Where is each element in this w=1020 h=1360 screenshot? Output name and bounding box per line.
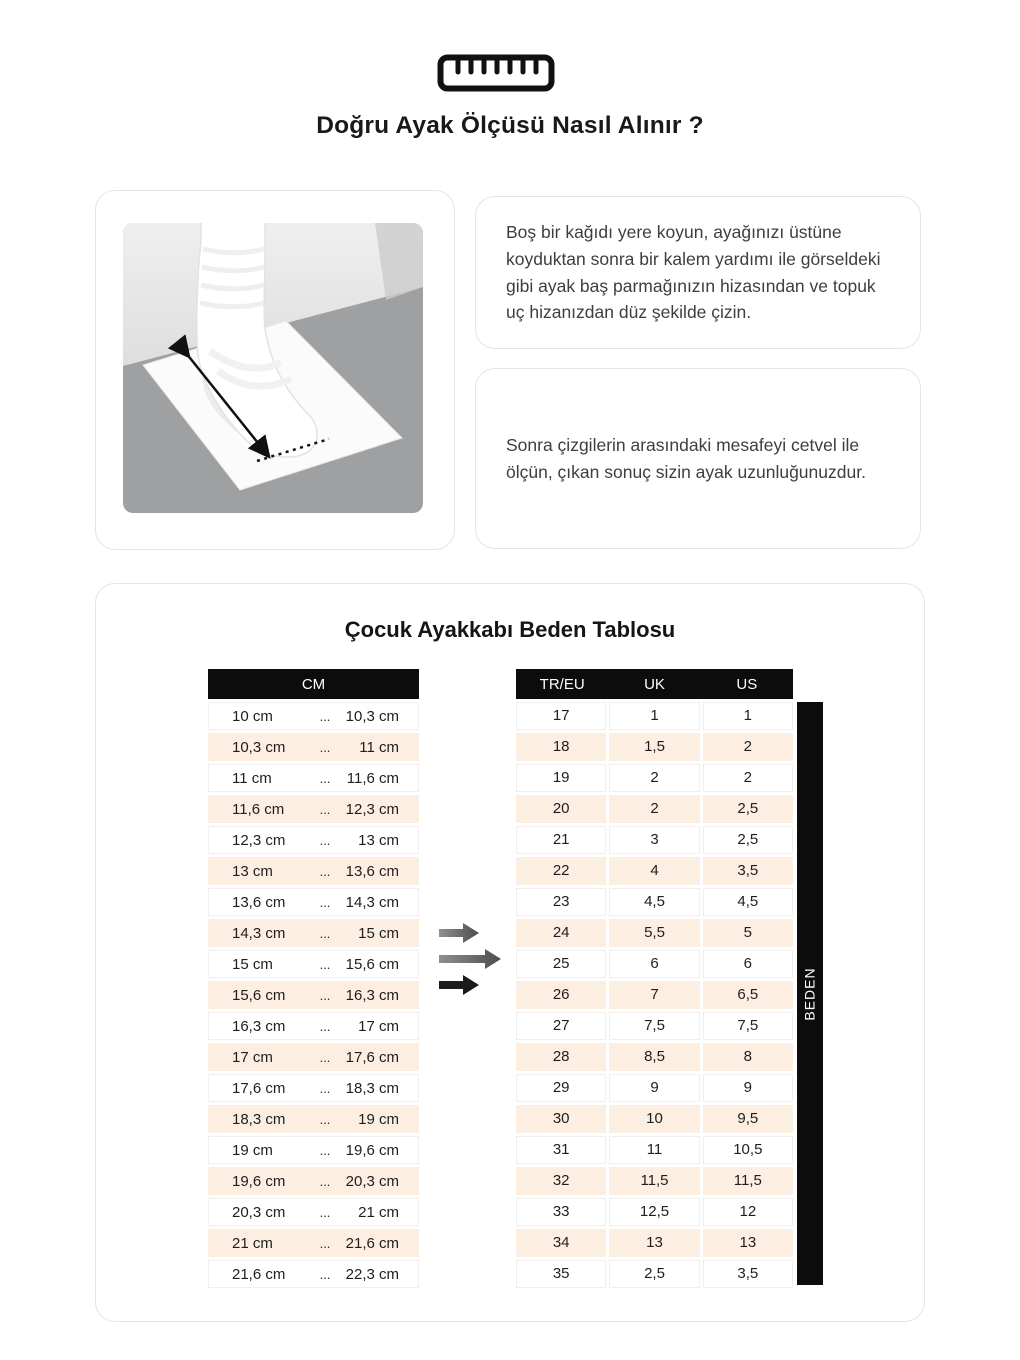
size-row — [516, 950, 793, 978]
size-cell-uk: 7,5 — [609, 1012, 699, 1040]
size-cell-uk: 6 — [609, 950, 699, 978]
cm-from-value: 21 cm — [232, 1234, 273, 1252]
cm-range-row — [208, 950, 419, 978]
range-dots: ... — [319, 1142, 331, 1158]
size-cell-us: 2,5 — [703, 795, 793, 823]
cm-to-value: 17,6 cm — [345, 1048, 399, 1066]
range-dots: ... — [319, 894, 331, 910]
measurement-photo-card — [95, 190, 455, 550]
range-dots: ... — [319, 1111, 331, 1127]
cm-to-value: 21 cm — [358, 1203, 399, 1221]
cm-to-value: 10,3 cm — [345, 707, 399, 725]
cm-to-value: 21,6 cm — [345, 1234, 399, 1252]
size-cell-uk: 2 — [609, 764, 699, 792]
cm-range-row — [208, 1136, 419, 1164]
size-table-header — [516, 669, 793, 699]
size-cell-treu: 23 — [516, 888, 606, 916]
col-header-us: US — [736, 675, 758, 693]
size-cell-us: 10,5 — [703, 1136, 793, 1164]
beden-sidebar — [797, 702, 823, 1285]
size-cell-treu: 26 — [516, 981, 606, 1009]
cm-range-row — [208, 919, 419, 947]
size-cell-treu: 21 — [516, 826, 606, 854]
cm-range-row — [208, 795, 419, 823]
size-cell-uk: 1 — [609, 702, 699, 730]
col-header-uk: UK — [644, 675, 665, 693]
size-cell-us: 6,5 — [703, 981, 793, 1009]
size-cell-treu: 18 — [516, 733, 606, 761]
cm-from-value: 19 cm — [232, 1141, 273, 1159]
size-cell-treu: 34 — [516, 1229, 606, 1257]
cm-from-value: 18,3 cm — [232, 1110, 286, 1128]
size-cell-uk: 7 — [609, 981, 699, 1009]
size-cell-uk: 11,5 — [609, 1167, 699, 1195]
size-cell-treu: 30 — [516, 1105, 606, 1133]
size-row — [516, 857, 793, 885]
range-dots: ... — [319, 1235, 331, 1251]
cm-from-value: 14,3 cm — [232, 924, 286, 942]
size-cell-us: 2 — [703, 733, 793, 761]
range-dots: ... — [319, 801, 331, 817]
page-title: Doğru Ayak Ölçüsü Nasıl Alınır ? — [316, 112, 704, 139]
cm-from-value: 10 cm — [232, 707, 273, 725]
size-row — [516, 1012, 793, 1040]
cm-from-value: 17 cm — [232, 1048, 273, 1066]
cm-from-value: 20,3 cm — [232, 1203, 286, 1221]
cm-table — [208, 669, 419, 1291]
cm-range-row — [208, 1105, 419, 1133]
size-row — [516, 1136, 793, 1164]
size-cell-uk: 3 — [609, 826, 699, 854]
size-cell-us: 3,5 — [703, 857, 793, 885]
instruction-step-1: Boş bir kağıdı yere koyun, ayağınızı üstüne koyduktan sonra bir kalem yardımı ile görseldeki gibi ayak baş parmağınızın hizasından ve topuk uç hizanızdan düz şekilde çizin. — [506, 222, 881, 323]
cm-range-row — [208, 1260, 419, 1288]
size-cell-treu: 29 — [516, 1074, 606, 1102]
cm-from-value: 15 cm — [232, 955, 273, 973]
range-dots: ... — [319, 770, 331, 786]
cm-from-value: 15,6 cm — [232, 986, 286, 1004]
size-cell-uk: 2,5 — [609, 1260, 699, 1288]
cm-from-value: 11 cm — [232, 769, 272, 787]
cm-to-value: 13 cm — [358, 831, 399, 849]
range-dots: ... — [319, 925, 331, 941]
range-dots: ... — [319, 956, 331, 972]
size-cell-uk: 12,5 — [609, 1198, 699, 1226]
instruction-card-1 — [475, 196, 921, 349]
size-cell-uk: 13 — [609, 1229, 699, 1257]
range-dots: ... — [319, 832, 331, 848]
size-cell-us: 7,5 — [703, 1012, 793, 1040]
size-row — [516, 1198, 793, 1226]
cm-from-value: 17,6 cm — [232, 1079, 286, 1097]
cm-to-value: 19 cm — [358, 1110, 399, 1128]
cm-from-value: 19,6 cm — [232, 1172, 286, 1190]
size-cell-uk: 4 — [609, 857, 699, 885]
size-cell-uk: 9 — [609, 1074, 699, 1102]
size-cell-treu: 19 — [516, 764, 606, 792]
size-cell-us: 11,5 — [703, 1167, 793, 1195]
size-cell-treu: 17 — [516, 702, 606, 730]
size-cell-us: 9,5 — [703, 1105, 793, 1133]
cm-to-value: 22,3 cm — [345, 1265, 399, 1283]
instruction-card-2 — [475, 368, 921, 549]
size-cell-treu: 25 — [516, 950, 606, 978]
size-cell-us: 1 — [703, 702, 793, 730]
cm-range-row — [208, 1043, 419, 1071]
size-row — [516, 981, 793, 1009]
cm-to-value: 17 cm — [358, 1017, 399, 1035]
size-cell-treu: 22 — [516, 857, 606, 885]
size-table-title: Çocuk Ayakkabı Beden Tablosu — [344, 617, 676, 642]
cm-to-value: 16,3 cm — [345, 986, 399, 1004]
range-dots: ... — [319, 708, 331, 724]
transfer-arrows-icon — [437, 923, 513, 995]
range-dots: ... — [319, 1266, 331, 1282]
size-cell-us: 5 — [703, 919, 793, 947]
size-cell-treu: 27 — [516, 1012, 606, 1040]
size-cell-treu: 28 — [516, 1043, 606, 1071]
size-cell-uk: 8,5 — [609, 1043, 699, 1071]
size-cell-treu: 35 — [516, 1260, 606, 1288]
size-row — [516, 826, 793, 854]
range-dots: ... — [319, 987, 331, 1003]
cm-from-value: 21,6 cm — [232, 1265, 286, 1283]
range-dots: ... — [319, 739, 331, 755]
foot-measurement-photo — [123, 223, 423, 513]
size-cell-treu: 31 — [516, 1136, 606, 1164]
cm-range-row — [208, 702, 419, 730]
cm-from-value: 11,6 cm — [232, 800, 285, 818]
cm-table-body — [208, 702, 419, 1288]
range-dots: ... — [319, 1204, 331, 1220]
size-cell-us: 13 — [703, 1229, 793, 1257]
size-cell-uk: 5,5 — [609, 919, 699, 947]
range-dots: ... — [319, 1080, 331, 1096]
size-row — [516, 733, 793, 761]
size-row — [516, 1105, 793, 1133]
cm-to-value: 15 cm — [358, 924, 399, 942]
cm-to-value: 19,6 cm — [345, 1141, 399, 1159]
size-row — [516, 1074, 793, 1102]
range-dots: ... — [319, 1049, 331, 1065]
cm-table-header: CM — [208, 669, 419, 699]
cm-from-value: 13 cm — [232, 862, 273, 880]
cm-to-value: 11,6 cm — [346, 769, 399, 787]
cm-from-value: 16,3 cm — [232, 1017, 286, 1035]
cm-from-value: 10,3 cm — [232, 738, 286, 756]
cm-range-row — [208, 764, 419, 792]
size-conversion-table — [516, 669, 793, 1291]
size-row — [516, 1043, 793, 1071]
size-cell-uk: 4,5 — [609, 888, 699, 916]
cm-to-value: 12,3 cm — [345, 800, 399, 818]
cm-to-value: 14,3 cm — [345, 893, 399, 911]
size-row — [516, 1229, 793, 1257]
cm-to-value: 15,6 cm — [345, 955, 399, 973]
cm-to-value: 11 cm — [359, 738, 399, 756]
size-cell-us: 3,5 — [703, 1260, 793, 1288]
cm-range-row — [208, 981, 419, 1009]
size-row — [516, 1167, 793, 1195]
size-table-card — [95, 583, 925, 1322]
size-row — [516, 764, 793, 792]
size-cell-us: 8 — [703, 1043, 793, 1071]
cm-range-row — [208, 888, 419, 916]
range-dots: ... — [319, 1018, 331, 1034]
size-cell-uk: 11 — [609, 1136, 699, 1164]
ruler-icon — [437, 54, 557, 94]
size-cell-uk: 2 — [609, 795, 699, 823]
size-table-body — [516, 702, 793, 1288]
cm-from-value: 13,6 cm — [232, 893, 286, 911]
size-cell-treu: 32 — [516, 1167, 606, 1195]
cm-range-row — [208, 826, 419, 854]
size-cell-us: 4,5 — [703, 888, 793, 916]
size-cell-treu: 33 — [516, 1198, 606, 1226]
size-cell-uk: 10 — [609, 1105, 699, 1133]
cm-range-row — [208, 1198, 419, 1226]
size-cell-us: 2,5 — [703, 826, 793, 854]
cm-range-row — [208, 733, 419, 761]
range-dots: ... — [319, 863, 331, 879]
cm-to-value: 18,3 cm — [345, 1079, 399, 1097]
cm-range-row — [208, 857, 419, 885]
cm-to-value: 13,6 cm — [345, 862, 399, 880]
col-header-treu: TR/EU — [539, 675, 585, 693]
range-dots: ... — [319, 1173, 331, 1189]
cm-range-row — [208, 1012, 419, 1040]
size-row — [516, 888, 793, 916]
cm-range-row — [208, 1167, 419, 1195]
cm-to-value: 20,3 cm — [345, 1172, 399, 1190]
size-cell-us: 6 — [703, 950, 793, 978]
size-row — [516, 702, 793, 730]
size-cell-uk: 1,5 — [609, 733, 699, 761]
size-cell-treu: 20 — [516, 795, 606, 823]
cm-range-row — [208, 1074, 419, 1102]
size-row — [516, 1260, 793, 1288]
size-row — [516, 919, 793, 947]
size-cell-treu: 24 — [516, 919, 606, 947]
beden-label: BEDEN — [802, 966, 819, 1021]
cm-range-row — [208, 1229, 419, 1257]
cm-from-value: 12,3 cm — [232, 831, 286, 849]
size-cell-us: 2 — [703, 764, 793, 792]
size-row — [516, 795, 793, 823]
size-cell-us: 12 — [703, 1198, 793, 1226]
size-cell-us: 9 — [703, 1074, 793, 1102]
instruction-step-2: Sonra çizgilerin arasındaki mesafeyi cetvel ile ölçün, çıkan sonuç sizin ayak uzunluğunuzdur. — [506, 434, 866, 482]
